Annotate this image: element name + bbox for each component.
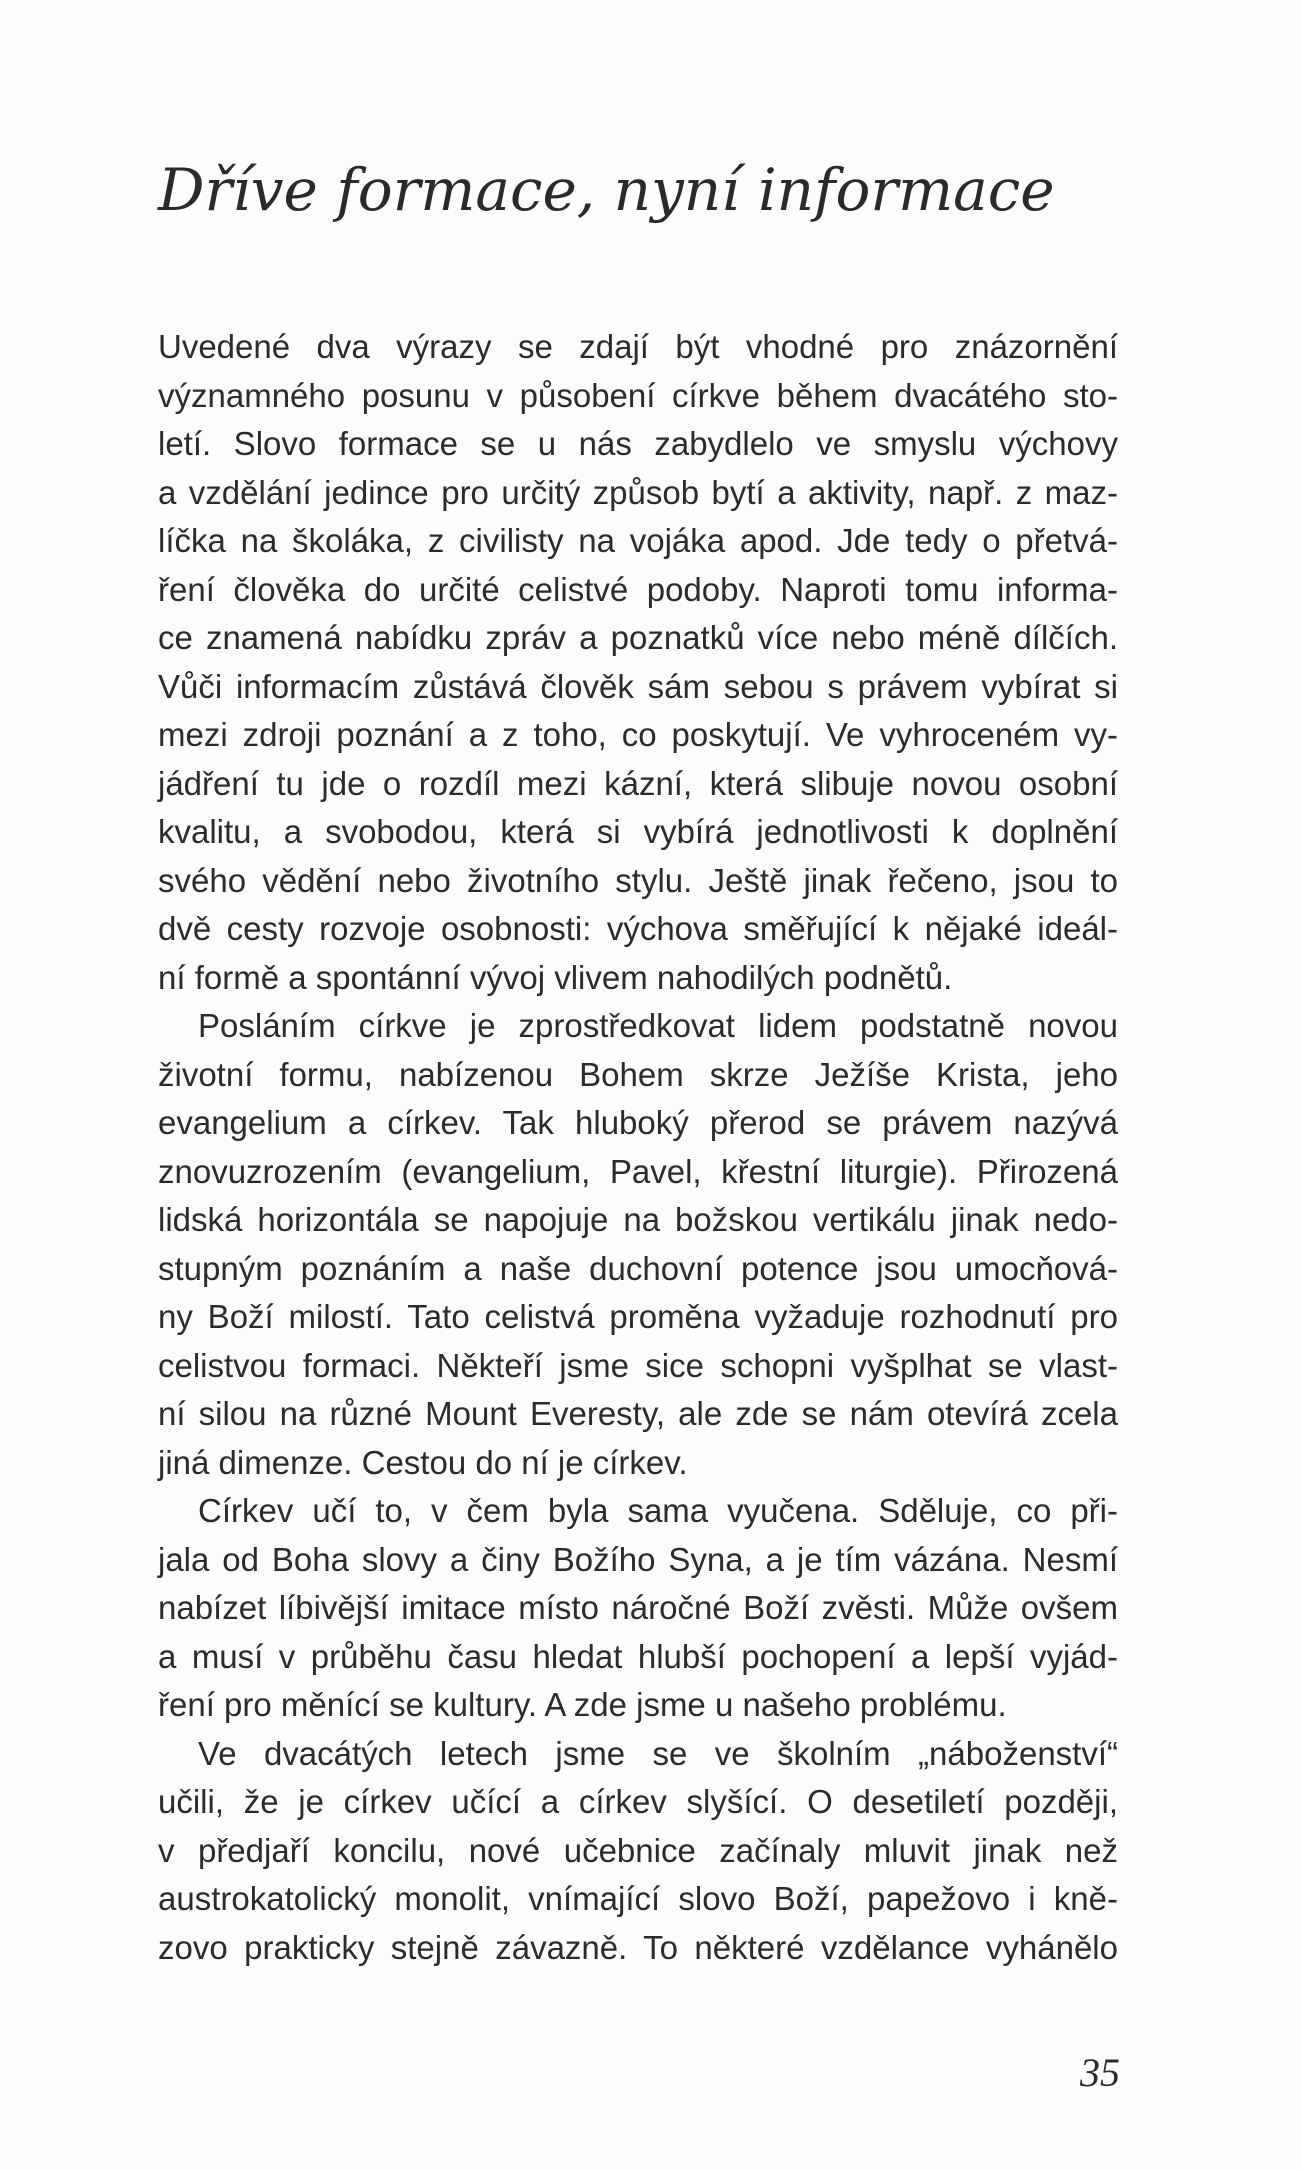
text-line: jala od Boha slovy a činy Božího Syna, a je tím vázána. Nesmí xyxy=(158,1540,1118,1578)
text-line: významného posunu v působení církve během dvacátého sto- xyxy=(158,376,1118,414)
text-line: znovuzrozením (evangelium, Pavel, křestní liturgie). Přirozená xyxy=(158,1152,1118,1190)
text-line: svého vědění nebo životního stylu. Ještě jinak řečeno, jsou to xyxy=(158,861,1118,899)
text-line: a vzdělání jedince pro určitý způsob bytí a aktivity, např. z maz- xyxy=(158,473,1118,511)
text-line: mezi zdroji poznání a z toho, co poskytují. Ve vyhroceném vy- xyxy=(158,716,1118,753)
text-line: ní silou na různé Mount Everesty, ale zde se nám otevírá zcela xyxy=(158,1395,1118,1432)
text-line: v předjaří koncilu, nové učebnice začínaly mluvit jinak než xyxy=(158,1831,1118,1869)
text-line: učili, že je církev učící a církev slyšící. O desetiletí později, xyxy=(158,1783,1118,1820)
paragraph xyxy=(158,1730,1118,1973)
text-line: Ve dvacátých letech jsme se ve školním „náboženství“ xyxy=(198,1734,1118,1772)
text-line: jádření tu jde o rozdíl mezi kázní, která slibuje novou osobní xyxy=(158,764,1118,802)
text-line: zovo prakticky stejně závazně. To některé vzdělance vyhánělo xyxy=(158,1928,1118,1966)
text-line: austrokatolický monolit, vnímající slovo Boží, papežovo i kně- xyxy=(158,1880,1118,1917)
text-line: ny Boží milostí. Tato celistvá proměna vyžaduje rozhodnutí pro xyxy=(158,1298,1118,1335)
text-line: ce znamená nabídku zpráv a poznatků více nebo méně dílčích. xyxy=(158,619,1118,656)
chapter-title: Dříve formace, nyní informace xyxy=(158,156,1055,224)
body-text xyxy=(158,323,1118,1972)
text-line: ření člověka do určité celistvé podoby. Naproti tomu informa- xyxy=(158,570,1118,608)
text-line: jiná dimenze. Cestou do ní je církev. xyxy=(158,1443,688,1481)
text-line: líčka na školáka, z civilisty na vojáka apod. Jde tedy o přetvá- xyxy=(158,522,1118,559)
text-line: Vůči informacím zůstává člověk sám sebou s právem vybírat si xyxy=(158,667,1118,705)
paragraph xyxy=(158,323,1118,1002)
text-line: lidská horizontála se napojuje na božskou vertikálu jinak nedo- xyxy=(158,1201,1118,1238)
text-line: kvalitu, a svobodou, která si vybírá jednotlivosti k doplnění xyxy=(158,813,1118,850)
text-line: dvě cesty rozvoje osobnosti: výchova směřující k nějaké ideál- xyxy=(158,910,1118,947)
text-line: ní formě a spontánní vývoj vlivem nahodilých podnětů. xyxy=(158,958,953,996)
text-line: letí. Slovo formace se u nás zabydlelo ve smyslu výchovy xyxy=(158,425,1118,462)
text-line: a musí v průběhu času hledat hlubší pochopení a lepší vyjád- xyxy=(158,1637,1118,1675)
text-line: Uvedené dva výrazy se zdají být vhodné pro znázornění xyxy=(158,328,1118,365)
text-line: celistvou formaci. Někteří jsme sice schopni vyšplhat se vlast- xyxy=(158,1346,1118,1384)
text-line: ření pro měnící se kultury. A zde jsme u našeho problému. xyxy=(158,1686,1007,1723)
text-line: stupným poznáním a naše duchovní potence jsou umocňová- xyxy=(158,1249,1118,1287)
paragraph xyxy=(158,1002,1118,1487)
text-line: nabízet líbivější imitace místo náročné Boží zvěsti. Může ovšem xyxy=(158,1589,1118,1626)
paragraph xyxy=(158,1487,1118,1730)
text-line: Posláním církve je zprostředkovat lidem podstatně novou xyxy=(198,1007,1118,1044)
text-line: životní formu, nabízenou Bohem skrze Ježíše Krista, jeho xyxy=(158,1055,1118,1093)
text-line: Církev učí to, v čem byla sama vyučena. Sděluje, co při- xyxy=(198,1492,1118,1529)
page-number: 35 xyxy=(1080,2050,1120,2095)
text-line: evangelium a církev. Tak hluboký přerod se právem nazývá xyxy=(158,1104,1118,1141)
